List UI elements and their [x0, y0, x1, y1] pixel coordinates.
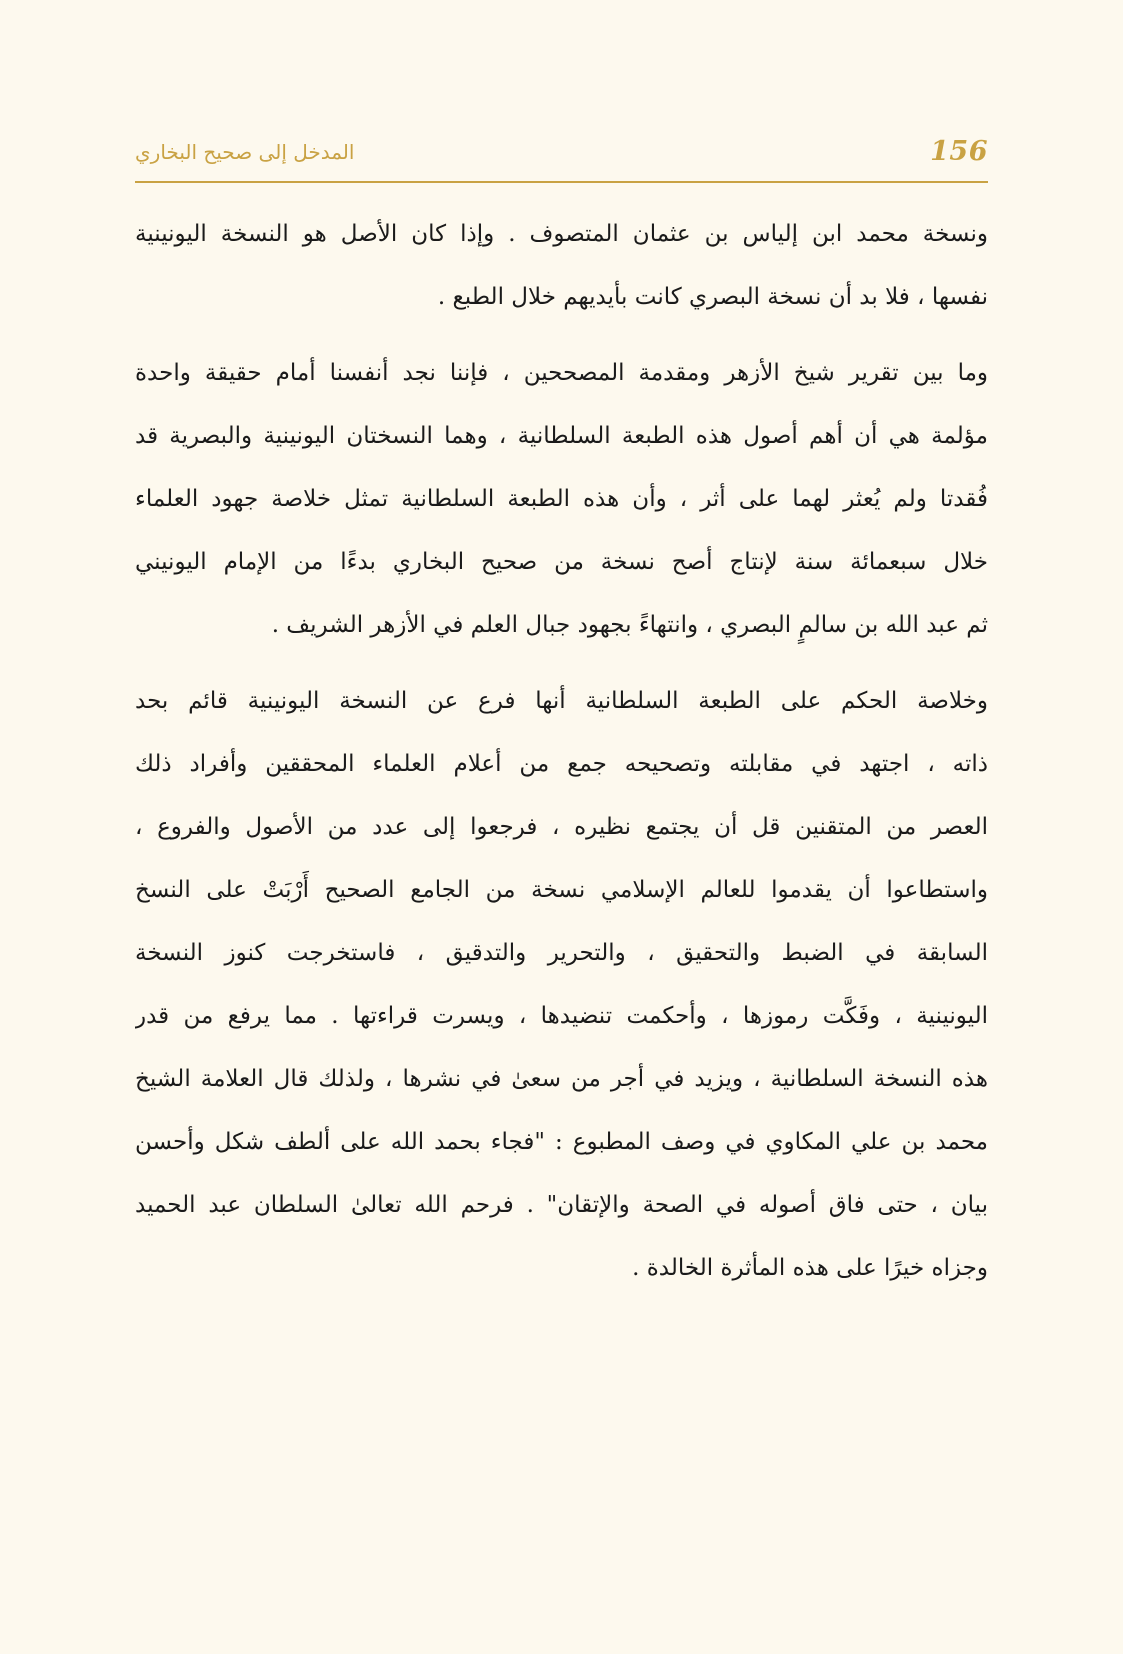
- text-line: فُقدتا ولم يُعثر لهما على أثر ، وأن هذه الطبعة السلطانية تمثل خلاصة جهود العلماء: [135, 486, 988, 512]
- paragraph: [135, 351, 988, 666]
- paragraph-gap: [135, 338, 988, 351]
- text-line: ثم عبد الله بن سالمٍ البصري ، وانتهاءً بجهود جبال العلم في الأزهر الشريف .: [271, 612, 988, 638]
- paragraph: [135, 679, 988, 1309]
- text-line: العصر من المتقنين قل أن يجتمع نظيره ، فرجعوا إلى عدد من الأصول والفروع ،: [135, 814, 988, 840]
- text-line: ونسخة محمد ابن إلياس بن عثمان المتصوف . وإذا كان الأصل هو النسخة اليونينية: [135, 221, 988, 247]
- text-line: وخلاصة الحكم على الطبعة السلطانية أنها فرع عن النسخة اليونينية قائم بحد: [135, 688, 988, 714]
- page-header: [135, 136, 988, 180]
- text-line: السابقة في الضبط والتحقيق ، والتحرير والتدقيق ، فاستخرجت كنوز النسخة: [135, 940, 988, 966]
- paragraph: [135, 212, 988, 338]
- text-line: اليونينية ، وفَكَّت رموزها ، وأحكمت تنضيدها ، ويسرت قراءتها . مما يرفع من قدر: [135, 1003, 988, 1029]
- text-line: وجزاه خيرًا على هذه المأثرة الخالدة .: [632, 1255, 988, 1281]
- paragraph-gap: [135, 666, 988, 679]
- text-line: هذه النسخة السلطانية ، ويزيد في أجر من سعىٰ في نشرها ، ولذلك قال العلامة الشيخ: [135, 1066, 988, 1092]
- page-number: 156: [930, 136, 988, 167]
- text-line: خلال سبعمائة سنة لإنتاج أصح نسخة من صحيح البخاري بدءًا من الإمام اليونيني: [135, 549, 988, 575]
- page-body: [135, 212, 988, 1309]
- text-line: واستطاعوا أن يقدموا للعالم الإسلامي نسخة من الجامع الصحيح أَرْبَتْ على النسخ: [135, 877, 988, 903]
- header-divider: [135, 181, 988, 183]
- text-line: ذاته ، اجتهد في مقابلته وتصحيحه جمع من أعلام العلماء المحققين وأفراد ذلك: [135, 751, 988, 777]
- text-line: مؤلمة هي أن أهم أصول هذه الطبعة السلطانية ، وهما النسختان اليونينية والبصرية قد: [135, 423, 988, 449]
- text-line: محمد بن علي المكاوي في وصف المطبوع : "فجاء بحمد الله على ألطف شكل وأحسن: [135, 1129, 988, 1155]
- book-title: المدخل إلى صحيح البخاري: [135, 140, 355, 164]
- text-line: بيان ، حتى فاق أصوله في الصحة والإتقان" . فرحم الله تعالىٰ السلطان عبد الحميد: [135, 1192, 988, 1218]
- text-line: وما بين تقرير شيخ الأزهر ومقدمة المصححين ، فإننا نجد أنفسنا أمام حقيقة واحدة: [135, 360, 988, 386]
- text-line: نفسها ، فلا بد أن نسخة البصري كانت بأيديهم خلال الطبع .: [437, 284, 988, 310]
